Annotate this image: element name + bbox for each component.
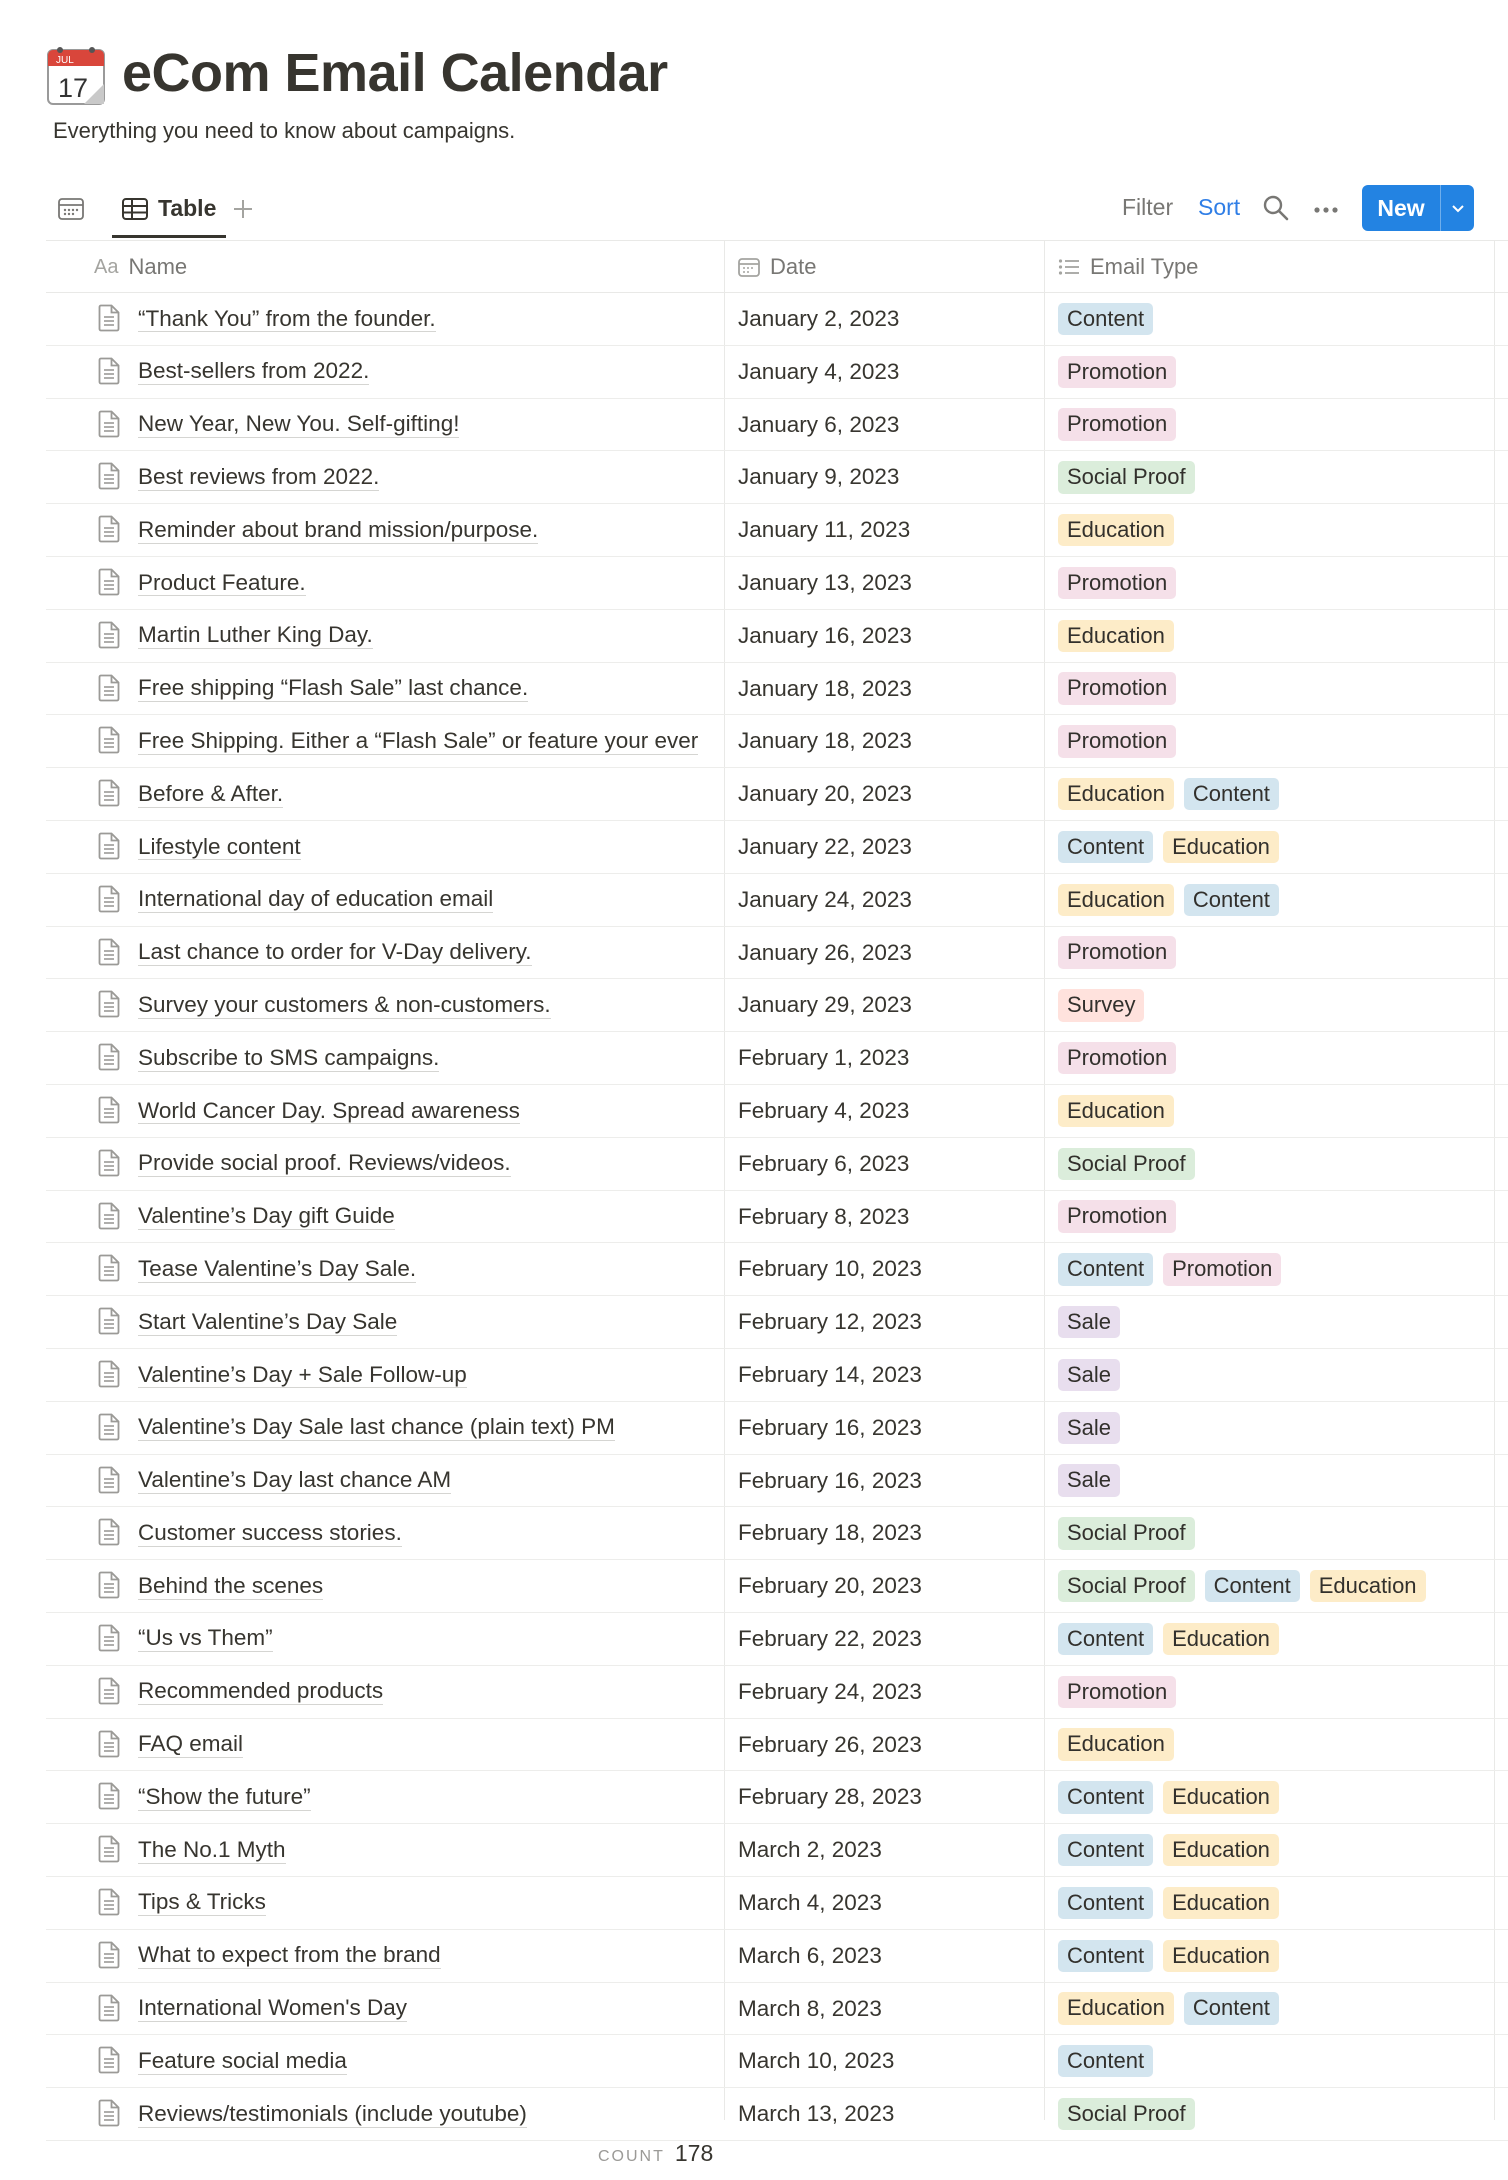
email-type-tag: Content (1058, 1887, 1153, 1919)
row-title[interactable]: Best-sellers from 2022. (138, 358, 370, 384)
email-type-tag: Promotion (1058, 672, 1176, 704)
row-title[interactable]: Reminder about brand mission/purpose. (138, 516, 539, 542)
cell-email-type[interactable] (1058, 2035, 1153, 2087)
email-type-tag: Education (1163, 1940, 1279, 1972)
calendar-icon-day: 17 (58, 73, 89, 103)
cell-name[interactable] (98, 1666, 774, 1718)
cell-email-type[interactable] (1058, 557, 1176, 609)
add-view-button[interactable] (226, 192, 260, 226)
cell-date[interactable]: January 6, 2023 (738, 411, 900, 437)
table-row[interactable] (46, 1243, 1508, 1296)
row-title[interactable]: World Cancer Day. Spread awareness (138, 1097, 520, 1123)
cell-date[interactable]: January 9, 2023 (738, 464, 900, 490)
cell-name[interactable] (98, 1138, 774, 1190)
cell-name[interactable] (98, 1877, 774, 1929)
row-title[interactable]: Valentine’s Day + Sale Follow-up (138, 1361, 467, 1387)
cell-name[interactable] (98, 1613, 774, 1665)
new-button[interactable] (1362, 185, 1474, 231)
email-type-tag: Sale (1058, 1359, 1120, 1391)
row-title[interactable]: Behind the scenes (138, 1572, 324, 1598)
table-row[interactable] (46, 1771, 1508, 1824)
cell-email-type[interactable] (1058, 504, 1174, 556)
email-type-tag: Social Proof (1058, 1570, 1195, 1602)
cell-email-type[interactable] (1058, 1032, 1176, 1084)
page-document-icon (98, 304, 124, 334)
email-type-tag: Sale (1058, 1412, 1120, 1444)
email-type-tag: Content (1058, 1834, 1153, 1866)
email-type-tag: Survey (1058, 989, 1144, 1021)
table-body (46, 293, 1508, 2141)
row-title[interactable]: Lifestyle content (138, 833, 301, 859)
database-view-icon[interactable] (56, 194, 86, 224)
page-document-icon (98, 515, 124, 545)
cell-date[interactable]: February 20, 2023 (738, 1573, 922, 1599)
column-header-email-type[interactable] (1058, 241, 1198, 293)
cell-name[interactable] (98, 2035, 774, 2087)
page-document-icon (98, 1624, 124, 1654)
email-type-tag: Promotion (1058, 567, 1176, 599)
text-property-icon: Aa (94, 255, 119, 278)
cell-name[interactable] (98, 346, 774, 398)
tab-table[interactable] (112, 182, 226, 238)
email-type-tag: Content (1058, 1940, 1153, 1972)
email-type-tag: Content (1058, 831, 1153, 863)
table-row[interactable] (46, 715, 1508, 768)
page-document-icon (98, 1782, 124, 1812)
search-button[interactable] (1262, 194, 1294, 226)
cell-date[interactable]: January 4, 2023 (738, 358, 900, 384)
row-title[interactable]: Martin Luther King Day. (138, 622, 373, 648)
table-row[interactable] (46, 1507, 1508, 1560)
row-title[interactable]: FAQ email (138, 1731, 244, 1757)
row-title[interactable]: Tips & Tricks (138, 1889, 266, 1915)
cell-date[interactable]: January 18, 2023 (738, 675, 912, 701)
filter-button[interactable]: Filter (1122, 194, 1174, 220)
email-type-tag: Education (1058, 884, 1174, 916)
table-row[interactable] (46, 1930, 1508, 1983)
table-row[interactable] (46, 1666, 1508, 1719)
table-icon (122, 198, 148, 220)
cell-date[interactable]: February 28, 2023 (738, 1784, 922, 1810)
cell-email-type[interactable] (1058, 874, 1279, 926)
date-property-icon (738, 257, 760, 277)
row-title[interactable]: Before & After. (138, 780, 284, 806)
email-type-tag: Content (1205, 1570, 1300, 1602)
page-document-icon (98, 674, 124, 704)
cell-name[interactable] (98, 293, 774, 345)
cell-email-type[interactable] (1058, 1613, 1279, 1665)
search-icon (1262, 194, 1290, 222)
table-row[interactable] (46, 451, 1508, 504)
row-title[interactable]: “Thank You” from the founder. (138, 305, 436, 331)
cell-date[interactable]: March 2, 2023 (738, 1837, 882, 1863)
cell-name[interactable] (98, 1455, 774, 1507)
cell-name[interactable] (98, 663, 774, 715)
row-title[interactable]: Customer success stories. (138, 1519, 402, 1545)
email-type-tag: Promotion (1058, 725, 1176, 757)
cell-name[interactable] (98, 1402, 774, 1454)
cell-date[interactable]: January 24, 2023 (738, 886, 912, 912)
page-document-icon (98, 1677, 124, 1707)
email-type-tag: Social Proof (1058, 1148, 1195, 1180)
cell-name[interactable] (98, 1507, 774, 1559)
cell-date[interactable]: March 8, 2023 (738, 1995, 882, 2021)
cell-name[interactable] (98, 1771, 774, 1823)
email-type-tag: Sale (1058, 1306, 1120, 1338)
email-type-tag: Content (1058, 303, 1153, 335)
table-row[interactable] (46, 399, 1508, 452)
email-type-tag: Social Proof (1058, 1517, 1195, 1549)
row-title[interactable]: Product Feature. (138, 569, 306, 595)
table-row[interactable] (46, 2035, 1508, 2088)
table-row[interactable] (46, 1613, 1508, 1666)
plus-icon (232, 198, 254, 220)
cell-email-type[interactable] (1058, 715, 1176, 767)
cell-email-type[interactable] (1058, 1507, 1195, 1559)
cell-date[interactable]: February 4, 2023 (738, 1097, 910, 1123)
row-title[interactable]: Reviews/testimonials (include youtube) (138, 2100, 527, 2126)
email-type-tag: Education (1163, 1623, 1279, 1655)
calendar-icon[interactable] (46, 44, 108, 106)
cell-email-type[interactable] (1058, 1983, 1279, 2035)
email-type-tag: Content (1184, 1992, 1279, 2024)
cell-date[interactable]: January 29, 2023 (738, 992, 912, 1018)
email-type-tag: Promotion (1163, 1253, 1281, 1285)
page-document-icon (98, 1571, 124, 1601)
cell-name[interactable] (98, 610, 774, 662)
cell-email-type[interactable] (1058, 1402, 1120, 1454)
email-type-tag: Content (1058, 1253, 1153, 1285)
row-title[interactable]: Valentine’s Day last chance AM (138, 1467, 452, 1493)
table-row[interactable] (46, 979, 1508, 1032)
row-title[interactable]: Feature social media (138, 2047, 347, 2073)
column-header-label: Email Type (1090, 254, 1199, 279)
table-row[interactable] (46, 2088, 1508, 2141)
cell-name[interactable] (98, 1983, 774, 2035)
chevron-down-icon (1451, 204, 1465, 213)
email-type-tag: Social Proof (1058, 2098, 1195, 2130)
cell-name[interactable] (98, 874, 774, 926)
cell-email-type[interactable] (1058, 1243, 1281, 1295)
cell-date[interactable]: March 10, 2023 (738, 2048, 895, 2074)
table-row[interactable] (46, 927, 1508, 980)
new-dropdown-button[interactable] (1441, 204, 1474, 213)
table-row[interactable] (46, 293, 1508, 346)
row-title[interactable]: Recommended products (138, 1678, 384, 1704)
cell-email-type[interactable] (1058, 927, 1176, 979)
cell-date[interactable]: February 22, 2023 (738, 1625, 922, 1651)
database-view-bar (46, 182, 1476, 238)
cell-email-type[interactable] (1058, 2088, 1195, 2140)
row-title[interactable]: Valentine’s Day gift Guide (138, 1203, 395, 1229)
page-document-icon (98, 462, 124, 492)
cell-date[interactable]: January 18, 2023 (738, 728, 912, 754)
cell-date[interactable]: January 2, 2023 (738, 306, 900, 331)
email-type-tag: Education (1163, 1887, 1279, 1919)
cell-date[interactable]: March 4, 2023 (738, 1889, 882, 1915)
row-title[interactable]: Free shipping “Flash Sale” last chance. (138, 675, 529, 701)
tab-table-label: Table (158, 195, 217, 221)
table-row[interactable] (46, 346, 1508, 399)
row-title[interactable]: Free Shipping. Either a “Flash Sale” or feature your ever (138, 727, 699, 753)
table-row[interactable] (46, 504, 1508, 557)
email-type-tag: Content (1184, 778, 1279, 810)
cell-email-type[interactable] (1058, 1877, 1279, 1929)
column-header-date[interactable] (738, 241, 816, 293)
cell-date[interactable]: January 11, 2023 (738, 517, 911, 543)
cell-email-type[interactable] (1058, 1824, 1279, 1876)
email-type-tag: Promotion (1058, 356, 1176, 388)
page-document-icon (98, 779, 124, 809)
email-type-tag: Education (1163, 831, 1279, 863)
row-title[interactable]: “Show the future” (138, 1783, 311, 1809)
database-table (46, 240, 1508, 2141)
cell-email-type[interactable] (1058, 1349, 1120, 1401)
cell-date[interactable]: January 22, 2023 (738, 833, 912, 859)
cell-date[interactable]: February 26, 2023 (738, 1731, 922, 1757)
cell-email-type[interactable] (1058, 1455, 1120, 1507)
page-document-icon (98, 726, 124, 756)
cell-date[interactable]: February 12, 2023 (738, 1309, 922, 1335)
page-document-icon (98, 1888, 124, 1918)
cell-name[interactable] (98, 1719, 774, 1771)
cell-email-type[interactable] (1058, 979, 1144, 1031)
cell-email-type[interactable] (1058, 1085, 1174, 1137)
table-row[interactable] (46, 1824, 1508, 1877)
page-document-icon (98, 1149, 124, 1179)
cell-date[interactable]: February 16, 2023 (738, 1414, 922, 1440)
cell-email-type[interactable] (1058, 610, 1174, 662)
email-type-tag: Promotion (1058, 936, 1176, 968)
page-document-icon (98, 357, 124, 387)
cell-name[interactable] (98, 1085, 774, 1137)
email-type-tag: Social Proof (1058, 461, 1195, 493)
cell-name[interactable] (98, 1296, 774, 1348)
row-title[interactable]: Subscribe to SMS campaigns. (138, 1044, 440, 1070)
cell-name[interactable] (98, 1032, 774, 1084)
cell-name[interactable] (98, 451, 774, 503)
cell-name[interactable] (98, 557, 774, 609)
page-document-icon (98, 2046, 124, 2076)
sort-button[interactable]: Sort (1198, 194, 1241, 220)
cell-email-type[interactable] (1058, 1719, 1174, 1771)
table-header (46, 240, 1508, 293)
email-type-tag: Education (1058, 620, 1174, 652)
page-document-icon (98, 1096, 124, 1126)
page-document-icon (98, 1994, 124, 2024)
page-document-icon (98, 1202, 124, 1232)
cell-email-type[interactable] (1058, 768, 1279, 820)
cell-email-type[interactable] (1058, 346, 1176, 398)
row-title[interactable]: Best reviews from 2022. (138, 463, 380, 489)
table-row[interactable] (46, 1402, 1508, 1455)
email-type-tag: Education (1163, 1834, 1279, 1866)
table-row[interactable] (46, 1983, 1508, 2036)
table-row[interactable] (46, 557, 1508, 610)
email-type-tag: Education (1310, 1570, 1426, 1602)
email-type-tag: Education (1058, 1095, 1174, 1127)
email-type-tag: Sale (1058, 1464, 1120, 1496)
table-row[interactable] (46, 610, 1508, 663)
cell-name[interactable] (98, 1930, 774, 1982)
page-document-icon (98, 1835, 124, 1865)
table-row[interactable] (46, 1560, 1508, 1613)
email-type-tag: Promotion (1058, 408, 1176, 440)
cell-name[interactable] (98, 1191, 774, 1243)
page-document-icon (98, 568, 124, 598)
page-document-icon (98, 938, 124, 968)
new-button-label: New (1377, 194, 1425, 221)
row-title[interactable]: Provide social proof. Reviews/videos. (138, 1150, 511, 1176)
cell-email-type[interactable] (1058, 451, 1195, 503)
table-row[interactable] (46, 1296, 1508, 1349)
cell-email-type[interactable] (1058, 821, 1279, 873)
cell-email-type[interactable] (1058, 1666, 1176, 1718)
cell-date[interactable]: January 26, 2023 (738, 939, 912, 965)
row-count[interactable] (598, 2140, 713, 2167)
row-title[interactable]: “Us vs Them” (138, 1625, 273, 1651)
page-document-icon (98, 410, 124, 440)
cell-name[interactable] (98, 821, 774, 873)
calendar-icon-month: JUL (56, 55, 74, 66)
multi-select-property-icon (1058, 258, 1080, 276)
email-type-tag: Education (1058, 778, 1174, 810)
cell-date[interactable]: February 1, 2023 (738, 1045, 910, 1071)
cell-name[interactable] (98, 1560, 774, 1612)
page-document-icon (98, 621, 124, 651)
page-document-icon (98, 990, 124, 1020)
page-document-icon (98, 2099, 124, 2129)
page-description[interactable]: Everything you need to know about campaigns. (53, 118, 516, 143)
cell-name[interactable] (98, 927, 774, 979)
row-title[interactable]: International day of education email (138, 886, 494, 912)
row-title[interactable]: Survey your customers & non-customers. (138, 991, 551, 1017)
table-row[interactable] (46, 874, 1508, 927)
email-type-tag: Content (1058, 1781, 1153, 1813)
cell-date[interactable]: February 14, 2023 (738, 1361, 922, 1387)
cell-date[interactable]: March 6, 2023 (738, 1942, 882, 1968)
cell-date[interactable]: February 6, 2023 (738, 1150, 910, 1176)
row-title[interactable]: Start Valentine’s Day Sale (138, 1308, 398, 1334)
page-document-icon (98, 1360, 124, 1390)
email-type-tag: Promotion (1058, 1042, 1176, 1074)
page-document-icon (98, 1730, 124, 1760)
email-type-tag: Promotion (1058, 1200, 1176, 1232)
cell-date[interactable]: February 8, 2023 (738, 1203, 910, 1229)
row-title[interactable]: What to expect from the brand (138, 1942, 441, 1968)
row-title[interactable]: Tease Valentine’s Day Sale. (138, 1255, 417, 1281)
row-title[interactable]: International Women's Day (138, 1995, 408, 2021)
cell-date[interactable]: February 18, 2023 (738, 1520, 922, 1546)
email-type-tag: Education (1058, 1728, 1174, 1760)
email-type-tag: Education (1163, 1781, 1279, 1813)
column-header-name[interactable] (94, 241, 187, 293)
email-type-tag: Content (1058, 1623, 1153, 1655)
cell-email-type[interactable] (1058, 1191, 1176, 1243)
table-row[interactable] (46, 663, 1508, 716)
cell-name[interactable] (98, 504, 774, 556)
cell-date[interactable]: January 13, 2023 (738, 569, 912, 595)
count-value: 178 (674, 2140, 714, 2166)
email-type-tag: Content (1184, 884, 1279, 916)
ellipsis-icon (1313, 206, 1339, 214)
email-type-tag: Education (1058, 1992, 1174, 2024)
cell-name[interactable] (98, 979, 774, 1031)
table-row[interactable] (46, 1138, 1508, 1191)
cell-email-type[interactable] (1058, 1930, 1279, 1982)
table-row[interactable] (46, 1877, 1508, 1930)
table-row[interactable] (46, 1085, 1508, 1138)
page-document-icon (98, 1413, 124, 1443)
cell-date[interactable]: January 20, 2023 (738, 781, 912, 807)
page-title[interactable]: eCom Email Calendar (122, 43, 668, 103)
page-document-icon (98, 1307, 124, 1337)
cell-date[interactable]: February 16, 2023 (738, 1467, 922, 1493)
page-document-icon (98, 1043, 124, 1073)
email-type-tag: Content (1058, 2045, 1153, 2077)
page-document-icon (98, 1518, 124, 1548)
table-row[interactable] (46, 1032, 1508, 1085)
cell-name[interactable] (98, 1349, 774, 1401)
cell-email-type[interactable] (1058, 293, 1153, 345)
row-title[interactable]: Valentine’s Day Sale last chance (plain text) PM (138, 1414, 615, 1440)
page-document-icon (98, 1466, 124, 1496)
cell-email-type[interactable] (1058, 1138, 1195, 1190)
cell-email-type[interactable] (1058, 1296, 1120, 1348)
cell-email-type[interactable] (1058, 399, 1176, 451)
cell-email-type[interactable] (1058, 663, 1176, 715)
cell-name[interactable] (98, 2088, 774, 2140)
cell-name[interactable] (98, 399, 774, 451)
page-document-icon (98, 1941, 124, 1971)
cell-date[interactable]: March 13, 2023 (738, 2101, 895, 2127)
row-title[interactable]: Last chance to order for V-Day delivery. (138, 939, 532, 965)
table-row[interactable] (46, 768, 1508, 821)
more-options-button[interactable] (1308, 194, 1344, 226)
table-row[interactable] (46, 1349, 1508, 1402)
email-type-tag: Education (1058, 514, 1174, 546)
count-label: COUNT (598, 2148, 665, 2165)
column-header-label: Name (128, 254, 188, 279)
table-row[interactable] (46, 1191, 1508, 1244)
cell-email-type[interactable] (1058, 1771, 1279, 1823)
cell-email-type[interactable] (1058, 1560, 1426, 1612)
row-title[interactable]: New Year, New You. Self-gifting! (138, 411, 460, 437)
page-document-icon (98, 832, 124, 862)
email-type-tag: Promotion (1058, 1676, 1176, 1708)
table-row[interactable] (46, 1719, 1508, 1772)
page-document-icon (98, 885, 124, 915)
cell-date[interactable]: January 16, 2023 (738, 622, 912, 648)
cell-name[interactable] (98, 1824, 774, 1876)
cell-name[interactable] (98, 1243, 774, 1295)
cell-name[interactable] (98, 715, 774, 767)
row-title[interactable]: The No.1 Myth (138, 1836, 286, 1862)
column-header-label: Date (770, 254, 817, 279)
cell-name[interactable] (98, 768, 774, 820)
cell-date[interactable]: February 24, 2023 (738, 1678, 922, 1704)
cell-date[interactable]: February 10, 2023 (738, 1256, 922, 1282)
table-row[interactable] (46, 821, 1508, 874)
table-row[interactable] (46, 1455, 1508, 1508)
page-document-icon (98, 1254, 124, 1284)
